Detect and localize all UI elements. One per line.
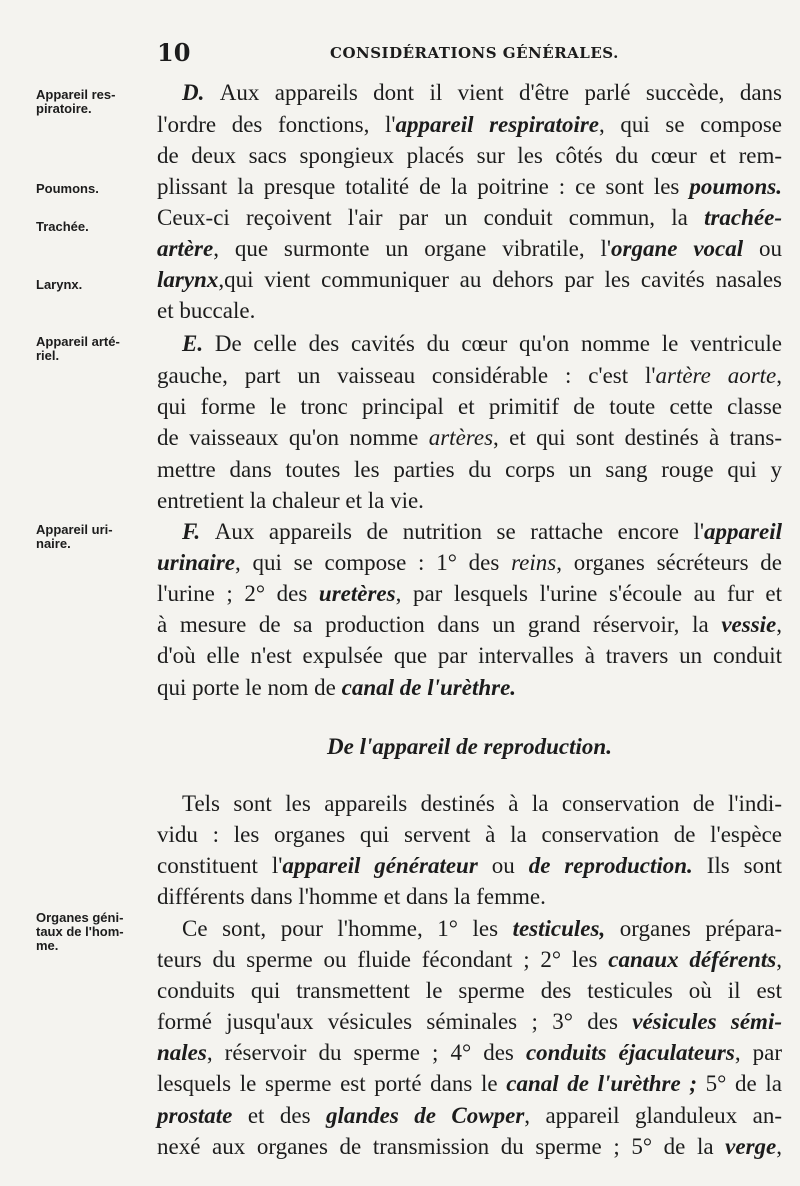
text-segment: Tels sont les appareils destinés à la conservation de l'indi- (182, 791, 782, 816)
text-line (157, 141, 782, 171)
text-segment: différents dans l'homme et dans la femme. (157, 884, 546, 909)
text-line (157, 851, 782, 881)
text-segment: plissant la presque totalité de la poitrine : ce sont les (157, 174, 690, 199)
text-segment: lesquels le sperme est porté dans le (157, 1071, 507, 1096)
text-segment: verge (725, 1134, 777, 1159)
text-line (157, 1069, 782, 1099)
text-segment: vessie (721, 612, 777, 637)
text-line (182, 78, 782, 108)
text-line (157, 1132, 782, 1162)
text-line (157, 1038, 782, 1068)
text-line (182, 789, 782, 819)
text-segment: trachée- (704, 205, 782, 230)
text-line (182, 517, 782, 547)
text-segment: , (776, 947, 782, 972)
text-segment: teurs du sperme ou fluide fécondant ; 2° les (157, 947, 609, 972)
text-segment: testicules, (512, 916, 606, 941)
text-line (157, 610, 782, 640)
text-segment: De l'appareil de reproduction. (327, 734, 612, 759)
text-segment: organe vocal (611, 236, 744, 261)
text-line (157, 486, 782, 516)
text-segment: appareil respiratoire (395, 112, 600, 137)
text-segment: canal de l'urèthre. (341, 675, 517, 700)
text-segment: gauche, part un vaisseau considérable : c'est l' (157, 363, 656, 388)
text-line (182, 914, 782, 944)
text-segment: , (776, 612, 782, 637)
text-segment: ou (477, 853, 529, 878)
text-segment: conduits éjaculateurs (525, 1040, 735, 1065)
text-line (157, 392, 782, 422)
text-segment: Ceux-ci reçoivent l'air par un conduit commun, la (157, 205, 705, 230)
text-segment: d'où elle n'est expulsée que par intervalles à travers un conduit (157, 643, 782, 668)
margin-note: Larynx. (36, 277, 83, 292)
text-segment: De celle des cavités du cœur qu'on nomme le ventricule (214, 331, 782, 356)
text-segment: , qui se compose : 1° des (234, 550, 512, 575)
text-segment: Aux appareils dont il vient d'être parlé succède, dans (219, 80, 782, 105)
text-segment: vésicules sémi- (632, 1009, 782, 1034)
text-segment: , qui se compose (599, 112, 782, 137)
text-line (157, 820, 782, 850)
text-segment: poumons. (689, 174, 782, 199)
text-segment: , appareil glanduleux an- (524, 1103, 782, 1128)
text-line (157, 361, 782, 391)
text-segment: qui porte le nom de (157, 675, 342, 700)
text-segment: Ils sont (692, 853, 783, 878)
text-segment: à mesure de sa production dans un grand réservoir, la (157, 612, 722, 637)
text-segment: canaux déférents (608, 947, 777, 972)
margin-note: Poumons. (36, 181, 99, 196)
text-line (157, 265, 782, 295)
text-line (157, 976, 782, 1006)
margin-note: Trachée. (36, 219, 89, 234)
text-segment: formé jusqu'aux vésicules séminales ; 3° des (157, 1009, 633, 1034)
text-segment: , par (734, 1040, 782, 1065)
text-line (157, 1101, 782, 1131)
text-segment: et des (232, 1103, 326, 1128)
text-segment: entretient la chaleur et la vie. (157, 488, 424, 513)
text-segment: conduits qui transmettent le sperme des testicules où il est (157, 978, 782, 1003)
text-line (157, 455, 782, 485)
text-segment: de reproduction. (528, 853, 693, 878)
text-segment: nales (157, 1040, 207, 1065)
text-line (157, 673, 782, 703)
text-segment: 5° de la (697, 1071, 782, 1096)
text-line (157, 423, 782, 453)
text-line (157, 296, 782, 326)
text-segment: , organes sécréteurs de (556, 550, 782, 575)
text-segment: E. (182, 331, 215, 356)
page-number: 10 (157, 38, 191, 67)
text-line (157, 110, 782, 140)
text-segment: urinaire (157, 550, 235, 575)
text-segment: mettre dans toutes les parties du corps un sang rouge qui y (157, 457, 782, 482)
text-segment: F. (182, 519, 215, 544)
text-line (157, 1007, 782, 1037)
text-segment: l'ordre des fonctions, l' (157, 112, 396, 137)
text-segment: prostate (157, 1103, 233, 1128)
text-segment: D. (182, 80, 220, 105)
text-segment: de vaisseaux qu'on nomme (157, 425, 429, 450)
text-segment: ,qui vient communiquer au dehors par les cavités nasales (218, 267, 782, 292)
text-segment: artère (157, 236, 214, 261)
text-segment: , réservoir du sperme ; 4° des (206, 1040, 526, 1065)
text-segment: de deux sacs spongieux placés sur les côtés du cœur et rem- (157, 143, 782, 168)
text-line (157, 641, 782, 671)
running-head: CONSIDÉRATIONS GÉNÉRALES. (330, 44, 619, 62)
text-line (157, 203, 782, 233)
text-segment: , par lesquels l'urine s'écoule au fur et (395, 581, 782, 606)
text-line (157, 945, 782, 975)
margin-note: Appareil arté- riel. (36, 334, 120, 363)
text-segment: vidu : les organes qui servent à la conservation de l'espèce (157, 822, 782, 847)
text-line (157, 234, 782, 264)
text-line (157, 172, 782, 202)
text-segment: reins (511, 550, 557, 575)
text-line (157, 579, 782, 609)
text-line (157, 732, 782, 762)
text-segment: appareil générateur (282, 853, 478, 878)
margin-note: Organes géni- taux de l'hom- me. (36, 910, 124, 953)
text-segment: uretères (318, 581, 396, 606)
text-segment: et buccale. (157, 298, 256, 323)
text-segment: appareil (704, 519, 782, 544)
text-segment: canal de l'urèthre ; (506, 1071, 698, 1096)
text-segment: l'urine ; 2° des (157, 581, 319, 606)
text-segment: , et qui sont destinés à trans- (493, 425, 782, 450)
text-segment: Ce sont, pour l'homme, 1° les (182, 916, 513, 941)
text-segment: , que surmonte un organe vibratile, l' (213, 236, 612, 261)
text-segment: , (776, 1134, 782, 1159)
text-segment: nexé aux organes de transmission du sperme ; 5° de la (157, 1134, 726, 1159)
text-line (157, 882, 782, 912)
text-line (182, 329, 782, 359)
text-line (157, 548, 782, 578)
text-segment: artère aorte (655, 363, 777, 388)
text-segment: ou (743, 236, 782, 261)
text-segment: larynx (157, 267, 219, 292)
text-segment: artères (428, 425, 494, 450)
text-segment: organes prépara- (605, 916, 782, 941)
text-segment: , (776, 363, 782, 388)
text-segment: glandes de Cowper (325, 1103, 525, 1128)
text-segment: qui forme le tronc principal et primitif de toute cette classe (157, 394, 782, 419)
margin-note: Appareil res- piratoire. (36, 87, 116, 116)
text-segment: Aux appareils de nutrition se rattache encore l' (214, 519, 705, 544)
margin-note: Appareil uri- naire. (36, 522, 113, 551)
text-segment: constituent l' (157, 853, 283, 878)
